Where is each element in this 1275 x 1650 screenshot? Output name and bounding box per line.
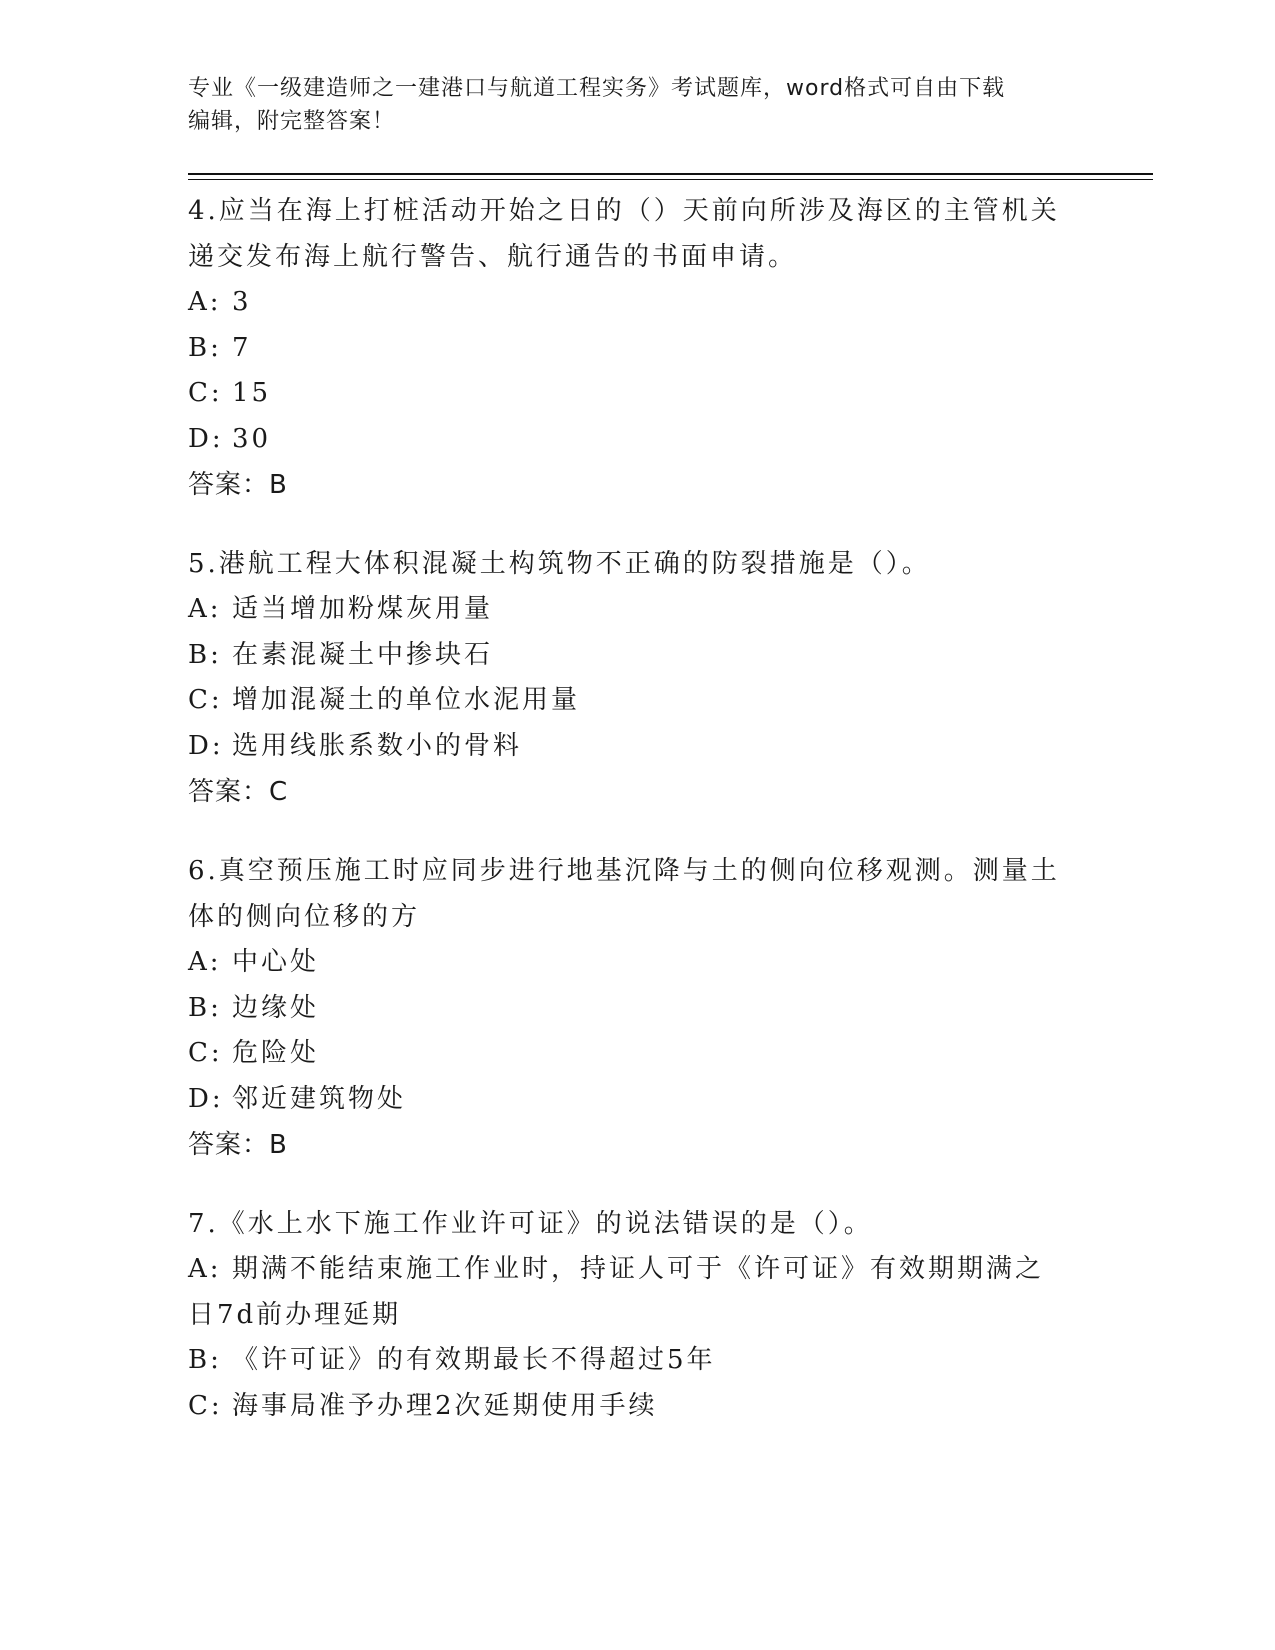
option-letter: C: (188, 1038, 223, 1068)
option-b (188, 326, 1068, 372)
option-d (188, 1077, 1068, 1123)
question-stem: 4.应当在海上打桩活动开始之日的（）天前向所涉及海区的主管机关递交发布海上航行警告、航行通告的书面申请。 (188, 196, 1060, 272)
question-stem: 5.港航工程大体积混凝土构筑物不正确的防裂措施是（）。 (188, 549, 931, 579)
option-text: 增加混凝土的单位水泥用量 (232, 685, 581, 715)
option-text: 在素混凝土中掺块石 (232, 639, 494, 670)
question-6 (188, 848, 1068, 1168)
option-letter: A: (188, 594, 222, 624)
header-line-1: 专业《一级建造师之一建港口与航道工程实务》考试题库，word格式可自由下载 (188, 76, 1006, 101)
document-header (188, 72, 1068, 138)
option-c (188, 678, 1068, 724)
header-line-2: 编辑，附完整答案！ (188, 109, 396, 134)
option-text: 选用线胀系数小的骨料 (232, 730, 523, 761)
option-c (188, 1384, 1068, 1430)
question-stem: 6.真空预压施工时应同步进行地基沉降与土的侧向位移观测。测量土体的侧向位移的方 (188, 856, 1060, 932)
option-text: 危险处 (232, 1038, 320, 1068)
option-letter: C: (188, 1390, 223, 1421)
option-a (188, 280, 1068, 326)
question-7 (188, 1201, 1068, 1429)
answer-line: 答案：B (188, 470, 288, 500)
question-4 (188, 188, 1068, 508)
option-letter: C: (188, 685, 223, 715)
option-b (188, 633, 1068, 679)
option-letter: A: (188, 287, 222, 317)
option-text: 海事局准予办理2次延期使用手续 (232, 1390, 658, 1421)
option-text: 邻近建筑物处 (232, 1083, 407, 1114)
question-5 (188, 541, 1068, 815)
question-list (188, 188, 1068, 1462)
option-text: 3 (232, 287, 252, 317)
option-letter: B: (188, 332, 222, 363)
option-letter: B: (188, 639, 222, 670)
header-divider-thick (188, 173, 1153, 175)
option-d (188, 417, 1068, 463)
option-letter: A: (188, 947, 222, 977)
option-letter: D: (188, 423, 224, 454)
option-b (188, 986, 1068, 1032)
option-text: 边缘处 (232, 992, 320, 1023)
option-text: 期满不能结束施工作业时，持证人可于《许可证》有效期期满之日7d前办理延期 (188, 1254, 1045, 1330)
option-a (188, 587, 1068, 633)
option-text: 《许可证》的有效期最长不得超过5年 (232, 1345, 716, 1375)
answer-line: 答案：C (188, 777, 289, 807)
option-c (188, 371, 1068, 417)
header-divider-thin (188, 179, 1153, 180)
option-letter: B: (188, 992, 222, 1023)
option-a (188, 1247, 1068, 1338)
option-text: 7 (232, 332, 252, 363)
option-text: 15 (232, 378, 272, 408)
option-letter: D: (188, 730, 224, 761)
option-letter: D: (188, 1083, 224, 1114)
option-letter: B: (188, 1345, 222, 1375)
option-text: 中心处 (232, 947, 320, 977)
option-text: 适当增加粉煤灰用量 (232, 594, 494, 624)
option-letter: C: (188, 378, 223, 408)
option-c (188, 1031, 1068, 1077)
question-stem: 7.《水上水下施工作业许可证》的说法错误的是（）。 (188, 1209, 873, 1239)
answer-line: 答案：B (188, 1130, 288, 1160)
option-b (188, 1338, 1068, 1384)
option-a (188, 940, 1068, 986)
option-text: 30 (232, 423, 272, 454)
option-d (188, 724, 1068, 770)
option-letter: A: (188, 1254, 222, 1284)
